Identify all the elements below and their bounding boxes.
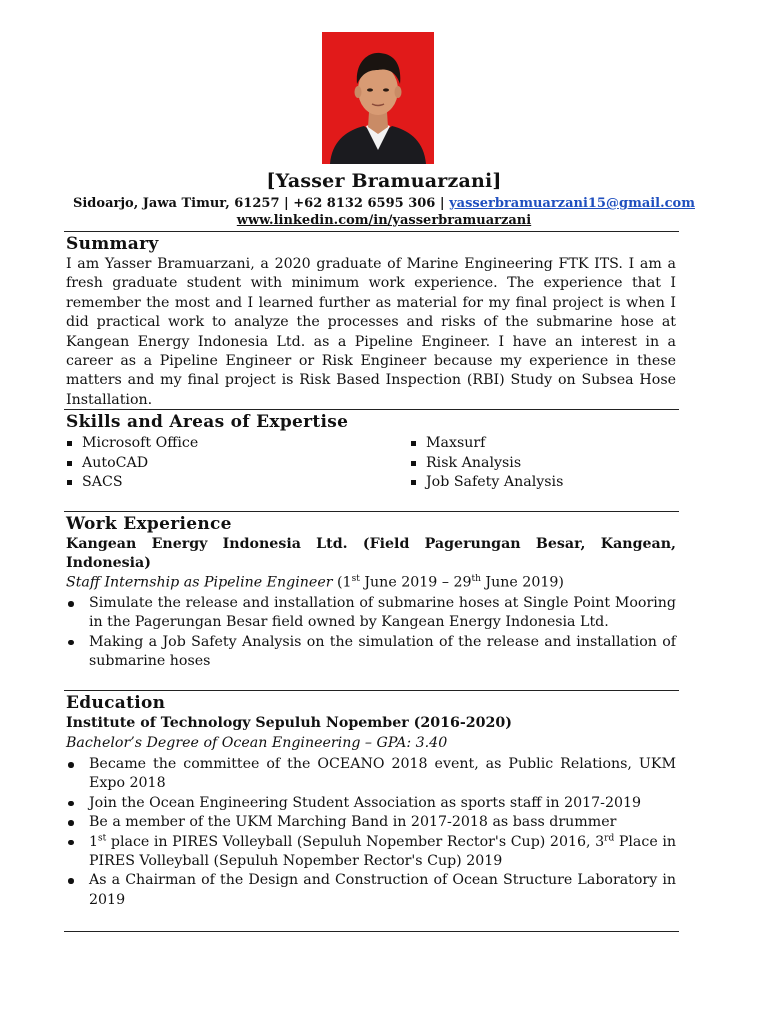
skill-item [410,454,563,474]
summary-text: I am Yasser Bramuarzani, a 2020 graduate of Marine Engineering FTK ITS. I am a fresh graduate student with minimum work experience. The experience that I remember the most and I learned further as material for my final project is when I did practical work to analyze the processes and risks of the submarine hose at Kangean Energy Indonesia Ltd. as a Pipeline Engineer. I have an interest in a career as a Pipeline Engineer or Risk Engineer because my experience in these matters and my final project is Risk Based Inspection (RBI) Study on Subsea Hose Installation. [66,256,676,408]
email-link[interactable]: yasserbramuarzani15@gmail.com [449,196,695,211]
bullet-square-icon [67,461,72,466]
linkedin-link[interactable]: www.linkedin.com/in/yasserbramuarzani [236,213,532,228]
skill-label: Microsoft Office [82,435,199,451]
bullet-dot-icon [68,640,74,646]
bullet-text: As a Chairman of the Design and Construction of Ocean Structure Laboratory in 2019 [89,872,676,908]
divider [64,690,679,691]
date-part: June 2019 – 29 [359,574,472,591]
work-company: Kangean Energy Indonesia Ltd. (Field Pagerungan Besar, Kangean, Indonesia) [66,536,676,572]
education-school: Institute of Technology Sepuluh Nopember (2016-2020) [66,715,512,731]
bullet-text: Making a Job Safety Analysis on the simulation of the release and installation of submarine hoses [89,633,676,670]
skills-column-right [410,434,563,493]
date-part: June 2019) [480,574,564,591]
bullet-square-icon [411,461,416,466]
profile-photo [322,32,434,164]
skill-item [66,473,198,493]
list-item [66,633,676,672]
education-heading: Education [66,693,166,713]
skill-item [66,454,198,474]
date-part: (1 [332,574,352,591]
bullet-text: 1 [89,833,99,850]
skill-label: SACS [82,474,123,491]
contact-line [0,196,768,211]
divider [64,511,679,512]
skill-label: Risk Analysis [426,454,522,471]
bullet-text: Became the committee of the OCEANO 2018 event, as Public Relations, UKM Expo 2018 [89,756,676,792]
skill-item [66,434,198,454]
bullet-text: Simulate the release and installation of submarine hoses at Single Point Mooring in the Pagerungan Besar field owned by Kangean Energy Indonesia Ltd. [89,595,676,631]
bullet-text: Join the Ocean Engineering Student Association as sports staff in 2017-2019 [89,794,642,811]
list-item [66,833,676,872]
skill-label: Maxsurf [426,435,486,451]
bullet-square-icon [411,441,416,446]
bullet-dot-icon [68,878,74,884]
skill-item [410,434,563,454]
bullet-dot-icon [68,840,74,846]
bullet-dot-icon [68,820,74,826]
bullet-square-icon [411,480,416,485]
candidate-name: [Yasser Bramuarzani] [266,170,502,192]
list-item [66,813,676,832]
bullet-dot-icon [68,762,74,768]
education-degree: Bachelor’s Degree of Ocean Engineering – GPA: 3.40 [66,735,448,751]
skill-item [410,473,563,493]
skills-heading: Skills and Areas of Expertise [66,412,349,432]
bullet-square-icon [67,441,72,446]
list-item [66,794,676,813]
bullet-dot-icon [68,801,74,807]
ordinal-suffix: st [98,832,107,843]
list-item [66,594,676,633]
skills-column-left [66,434,198,493]
bullet-text: Be a member of the UKM Marching Band in 2017-2018 as bass drummer [89,814,617,831]
work-role [66,574,564,591]
list-item [66,755,676,794]
bullet-square-icon [67,480,72,485]
work-bullets [66,594,676,672]
skill-label: AutoCAD [82,454,149,471]
summary-heading: Summary [66,234,159,254]
divider [64,409,679,410]
divider [64,931,679,932]
skill-label: Job Safety Analysis [426,474,564,491]
role-title: Staff Internship as Pipeline Engineer [66,574,333,591]
ordinal-suffix: rd [604,832,615,843]
profile-photo-illustration [322,32,434,164]
list-item [66,871,676,910]
work-heading: Work Experience [66,514,232,534]
date-suffix: st [351,574,360,584]
divider [64,231,679,232]
date-suffix: th [471,574,481,584]
bullet-text: Place in PIRES Volleyball (Sepuluh Nopember Rector's Cup) 2019 [89,833,676,870]
bullet-text: place in PIRES Volleyball (Sepuluh Nopember Rector's Cup) 2016, 3 [106,833,605,850]
education-bullets [66,755,676,910]
contact-details: Sidoarjo, Jawa Timur, 61257 | +62 8132 6595 306 | [72,196,450,211]
bullet-dot-icon [68,601,74,607]
